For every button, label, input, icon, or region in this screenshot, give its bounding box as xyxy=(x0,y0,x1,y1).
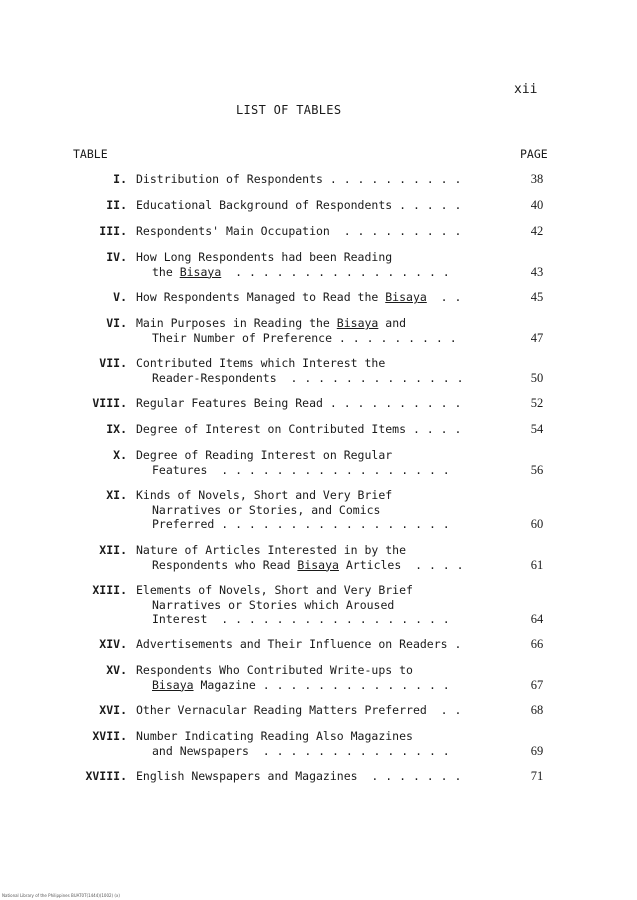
title-text: Narratives or Stories which Aroused xyxy=(152,597,395,612)
title-line xyxy=(136,448,450,463)
title-text: Elements of Novels, Short and Very Brief xyxy=(136,583,413,597)
page-number-ref: 42 xyxy=(530,224,544,238)
table-title xyxy=(136,422,461,437)
table-number: IX. xyxy=(106,422,127,436)
archive-footer: National Library of the Philippines BUAT0T(1444)(1002) (x) xyxy=(2,893,120,898)
title-line xyxy=(136,678,450,693)
title-line xyxy=(136,663,450,678)
title-text: How Respondents Managed to Read the xyxy=(136,290,386,304)
page-number-ref: 47 xyxy=(530,330,544,345)
title-text: Distribution of Respondents . . . . . . . . . . xyxy=(136,172,462,186)
title-text: Contributed Items which Interest the xyxy=(136,356,386,370)
table-number: XIII. xyxy=(92,583,127,597)
underlined-title-text: Bisaya xyxy=(385,290,427,304)
table-title xyxy=(136,172,461,187)
table-number: X. xyxy=(113,448,127,462)
title-line xyxy=(136,172,461,187)
title-text: Preferred . . . . . . . . . . . . . . . . . xyxy=(152,517,450,531)
table-number: III. xyxy=(99,224,127,238)
table-title xyxy=(136,396,461,411)
table-number: XV. xyxy=(106,663,127,677)
title-text: Interest . . . . . . . . . . . . . . . . . xyxy=(152,612,450,626)
title-text: Their Number of Preference . . . . . . . . . xyxy=(152,330,457,345)
page-number-ref: 61 xyxy=(530,557,544,572)
page-column-header: PAGE xyxy=(520,147,548,161)
table-title xyxy=(136,663,450,692)
table-number: XII. xyxy=(99,543,127,557)
page-number-ref: 69 xyxy=(530,743,544,758)
table-number: V. xyxy=(113,290,127,304)
page-number-ref: 67 xyxy=(530,677,544,692)
title-text: and Newspapers . . . . . . . . . . . . . . xyxy=(152,743,450,758)
title-text: English Newspapers and Magazines . . . . . . . xyxy=(136,769,462,783)
page-number-ref: 60 xyxy=(530,517,544,531)
table-number: VI. xyxy=(106,316,127,330)
title-text: the xyxy=(152,264,180,279)
title-line xyxy=(136,198,461,213)
table-number: IV. xyxy=(106,250,127,264)
table-title xyxy=(136,290,461,305)
underlined-title-text: Bisaya xyxy=(336,316,379,330)
title-text: How Long Respondents had been Reading xyxy=(136,250,393,264)
title-line xyxy=(136,488,450,503)
title-text: Kinds of Novels, Short and Very Brief xyxy=(136,488,393,502)
title-line xyxy=(136,356,464,371)
title-line xyxy=(136,598,450,613)
title-text: Advertisements and Their Influence on Readers . xyxy=(136,637,462,651)
title-text: Respondents who Read xyxy=(152,557,298,572)
table-title xyxy=(136,250,450,279)
title-text-tail: . . xyxy=(426,290,462,304)
table-number: XIV. xyxy=(99,637,127,651)
table-number: VII. xyxy=(99,356,127,370)
table-number: XI. xyxy=(106,488,127,502)
table-number: XVII. xyxy=(92,729,127,743)
title-line xyxy=(136,290,461,305)
table-title xyxy=(136,543,464,572)
title-line xyxy=(136,769,461,784)
underlined-title-text: Bisaya xyxy=(179,264,222,279)
underlined-title-text: Bisaya xyxy=(297,557,339,572)
title-text-tail: Articles . . . . xyxy=(338,557,464,572)
title-text: Narratives or Stories, and Comics xyxy=(152,502,381,517)
table-number: XVI. xyxy=(99,703,127,717)
page-number: xii xyxy=(514,82,538,97)
table-title xyxy=(136,198,461,213)
title-line xyxy=(136,729,450,744)
title-line xyxy=(136,371,464,386)
title-line xyxy=(136,543,464,558)
table-title xyxy=(136,637,461,652)
title-text: Nature of Articles Interested in by the xyxy=(136,543,407,557)
table-column-header: TABLE xyxy=(73,147,108,161)
table-title xyxy=(136,316,457,345)
title-text: Number Indicating Reading Also Magazines xyxy=(136,729,413,743)
title-line xyxy=(136,503,450,518)
table-title xyxy=(136,703,461,718)
title-line xyxy=(136,331,457,346)
page-number-ref: 50 xyxy=(530,370,544,385)
title-text: Features . . . . . . . . . . . . . . . . . xyxy=(152,462,450,477)
page-number-ref: 45 xyxy=(530,290,544,304)
page-number-ref: 68 xyxy=(530,703,544,717)
title-line xyxy=(136,744,450,759)
title-line xyxy=(136,396,461,411)
table-title xyxy=(136,583,450,627)
title-line xyxy=(136,250,450,265)
page-number-ref: 64 xyxy=(530,612,544,626)
title-text-tail: and xyxy=(378,316,407,330)
title-text: Educational Background of Respondents . . . . . xyxy=(136,198,462,212)
table-number: XVIII. xyxy=(85,769,127,783)
title-line xyxy=(136,517,450,532)
table-number: II. xyxy=(106,198,127,212)
page-number-ref: 40 xyxy=(530,198,544,212)
title-line xyxy=(136,224,461,239)
table-title xyxy=(136,769,461,784)
title-line xyxy=(136,558,464,573)
page-number-ref: 38 xyxy=(530,172,544,186)
underlined-title-text: Bisaya xyxy=(152,677,194,692)
title-text: Respondents Who Contributed Write-ups to xyxy=(136,663,413,677)
page-number-ref: 56 xyxy=(530,462,544,477)
table-title xyxy=(136,224,461,239)
page-number-ref: 54 xyxy=(530,422,544,436)
title-line xyxy=(136,265,450,280)
title-text: Main Purposes in Reading the xyxy=(136,316,337,330)
table-title xyxy=(136,729,450,758)
title-text: Reader-Respondents . . . . . . . . . . . . . xyxy=(152,370,464,385)
title-line xyxy=(136,316,457,331)
title-text: Other Vernacular Reading Matters Preferred . . xyxy=(136,703,462,717)
title-line xyxy=(136,612,450,627)
title-text: Degree of Interest on Contributed Items . . . . xyxy=(136,422,462,436)
page-number-ref: 66 xyxy=(530,637,544,651)
page-number-ref: 52 xyxy=(530,396,544,410)
title-line xyxy=(136,703,461,718)
title-line xyxy=(136,583,450,598)
table-title xyxy=(136,448,450,477)
page-number-ref: 71 xyxy=(530,769,544,783)
table-title xyxy=(136,356,464,385)
table-title xyxy=(136,488,450,532)
table-number: I. xyxy=(113,172,127,186)
title-text-tail: Magazine . . . . . . . . . . . . . . xyxy=(193,677,450,692)
page-number-ref: 43 xyxy=(530,264,544,279)
table-number: VIII. xyxy=(92,396,127,410)
title-text: Degree of Reading Interest on Regular xyxy=(136,448,393,462)
title-text: Regular Features Being Read . . . . . . . . . . xyxy=(136,396,462,410)
title-line xyxy=(136,463,450,478)
title-line xyxy=(136,637,461,652)
title-line xyxy=(136,422,461,437)
title-text-tail: . . . . . . . . . . . . . . . . xyxy=(221,264,450,279)
page-title: LIST OF TABLES xyxy=(236,103,342,117)
title-text: Respondents' Main Occupation . . . . . . . . . xyxy=(136,224,462,238)
